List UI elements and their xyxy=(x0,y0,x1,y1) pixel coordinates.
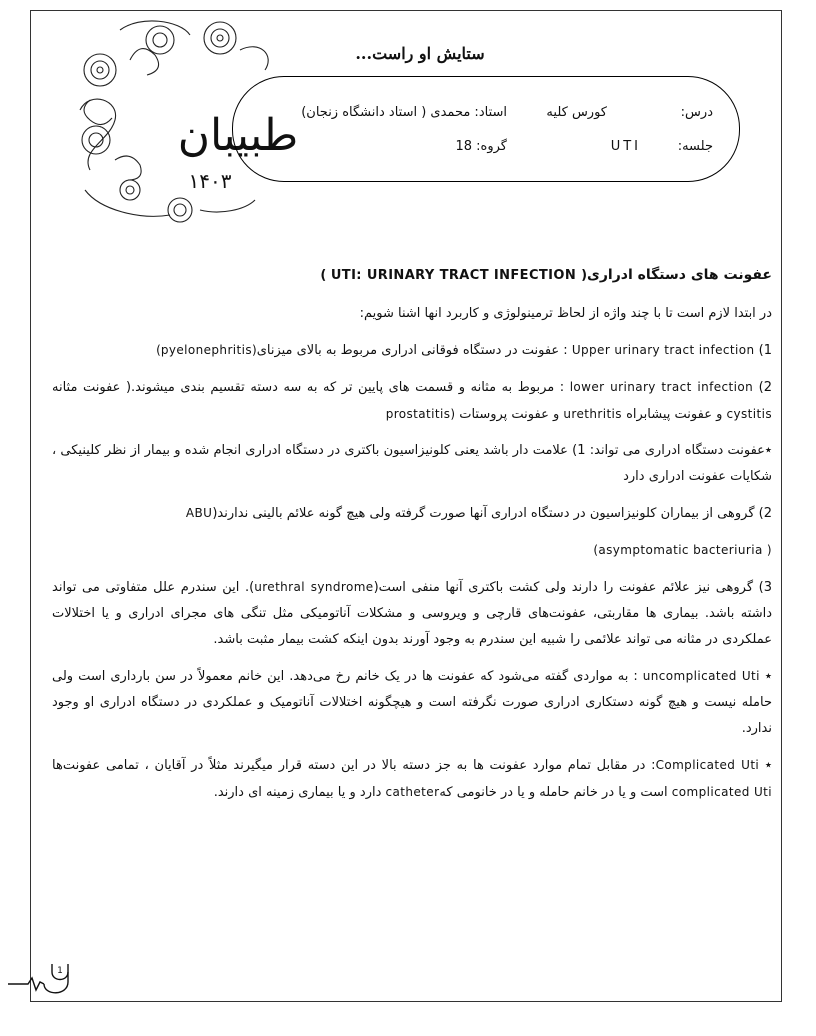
stethoscope-heartbeat-icon xyxy=(8,958,78,998)
paragraph-5 xyxy=(52,574,772,653)
paragraph-6 xyxy=(52,663,772,742)
p5-text-b: ). این سندرم علل متفاوتی می تواند داشته باشد. بیماری ها مقاربتی، عفونت‌های قارچی و ویروسی و مشکلات آناتومیکی مثل تنگی های مجرای ادراری و یا اختلالات عملکردی در مثانه می تواند علائمی را شبیه این سندرم به وجود آورند بدون اینکه کشت بیمار مثبت باشد. xyxy=(52,580,772,647)
course-label: درس: xyxy=(680,105,713,120)
item2-text: : مربوط به مثانه و قسمت های پایین تر که به سه دسته تقسیم بندی میشوند.( عفونت مثانه xyxy=(52,380,565,395)
item2-term-3: urethritis xyxy=(563,407,622,421)
heading-fa: عفونت های دستگاه ادراری xyxy=(587,267,772,283)
p7-term-3: catheter xyxy=(385,785,440,799)
item-1-paragraph xyxy=(52,337,772,364)
p7-text-3: دارد و یا بیماری زمینه ای دارند. xyxy=(213,785,382,800)
item2-text-3: و عفونت پروستات xyxy=(459,407,560,422)
paragraph-7 xyxy=(52,752,772,806)
item2-number: 2) xyxy=(758,380,772,395)
item2-term: lower urinary tract infection xyxy=(569,380,754,394)
p4-term-2: (asymptomatic bacteriuria ) xyxy=(593,543,772,557)
paragraph-4-term xyxy=(52,537,772,564)
logo-text: طبیبان xyxy=(177,110,299,161)
logo-year: ۱۴۰۳ xyxy=(188,169,232,193)
course-value: کورس کلیه xyxy=(546,105,607,120)
p6-term: uncomplicated Uti xyxy=(642,669,760,683)
p4-term: ABU xyxy=(185,506,213,520)
p5-text-a: 3) گروهی نیز علائم عفونت را دارند ولی کشت باکتری آنها منفی است( xyxy=(373,580,772,595)
section-heading xyxy=(52,262,772,289)
session-label: جلسه: xyxy=(677,139,713,154)
p7-star: ٭ xyxy=(764,758,772,773)
p7-text: : در مقابل تمام موارد عفونت ها به جز دسته بالا در این دسته قرار میگیرند مثلاً در آقایان ، تمامی عفونت‌ها xyxy=(52,758,656,773)
item1-term: Upper urinary tract infection xyxy=(571,343,755,357)
p4-text: 2) گروهی از بیماران کلونیزاسیون در دستگاه ادراری آنها صورت گرفته ولی هیچ گونه علائم بالینی ندارند( xyxy=(212,506,772,521)
teacher-info: استاد: محمدی ( استاد دانشگاه زنجان) xyxy=(301,105,507,120)
document-body xyxy=(52,262,772,816)
p5-term: urethral syndrome xyxy=(254,580,374,594)
item1-number: 1) xyxy=(758,343,772,358)
course-info-box xyxy=(232,76,740,182)
page-number: 1 xyxy=(57,966,63,976)
item1-term-2: (pyelonephritis) xyxy=(156,343,257,357)
item2-term-4: prostatitis) xyxy=(385,407,456,421)
item2-term-2: cystitis xyxy=(726,407,772,421)
p7-term: Complicated Uti xyxy=(655,758,760,772)
p6-text: : به مواردی گفته می‌شود که عفونت ها در یک خانم رخ می‌دهد. این خانم معمولاً در سن بارداری است ولی حامله نیست و هیچ گونه دستکاری ادراری صورت نگرفته است و هیچگونه اختلالات آناتومیک و عملکردی در دستگاه ادراری او وجود ندارد. xyxy=(52,669,772,736)
p6-star: ٭ xyxy=(764,669,773,684)
p7-term-2: complicated Uti xyxy=(671,785,772,799)
item-2-paragraph xyxy=(52,374,772,428)
paragraph-4 xyxy=(52,500,772,527)
session-value: UTI xyxy=(610,139,641,154)
heading-en: ( UTI: URINARY TRACT INFECTION ) xyxy=(320,268,588,283)
p7-text-2: است و یا در خانم حامله و یا در خانومی که xyxy=(439,785,668,800)
group-info: گروه: 18 xyxy=(455,139,507,154)
paragraph-3: ٭عفونت دستگاه ادراری می تواند: 1) علامت دار باشد یعنی کلونیزاسیون باکتری در دستگاه ادراری انجام شده و بیمار از نظر کلینیکی ، شکایات عفونت ادراری دارد xyxy=(52,443,772,484)
item1-text: : عفونت در دستگاه فوقانی ادراری مربوط به بالای میزنای xyxy=(256,343,568,358)
page-header-title: ستایش او راست... xyxy=(355,44,485,63)
item2-text-2: و عفونت پیشابراه xyxy=(626,407,723,422)
intro-paragraph: در ابتدا لازم است تا با چند واژه از لحاظ ترمینولوژی و کاربرد انها اشنا شویم: xyxy=(359,306,772,321)
